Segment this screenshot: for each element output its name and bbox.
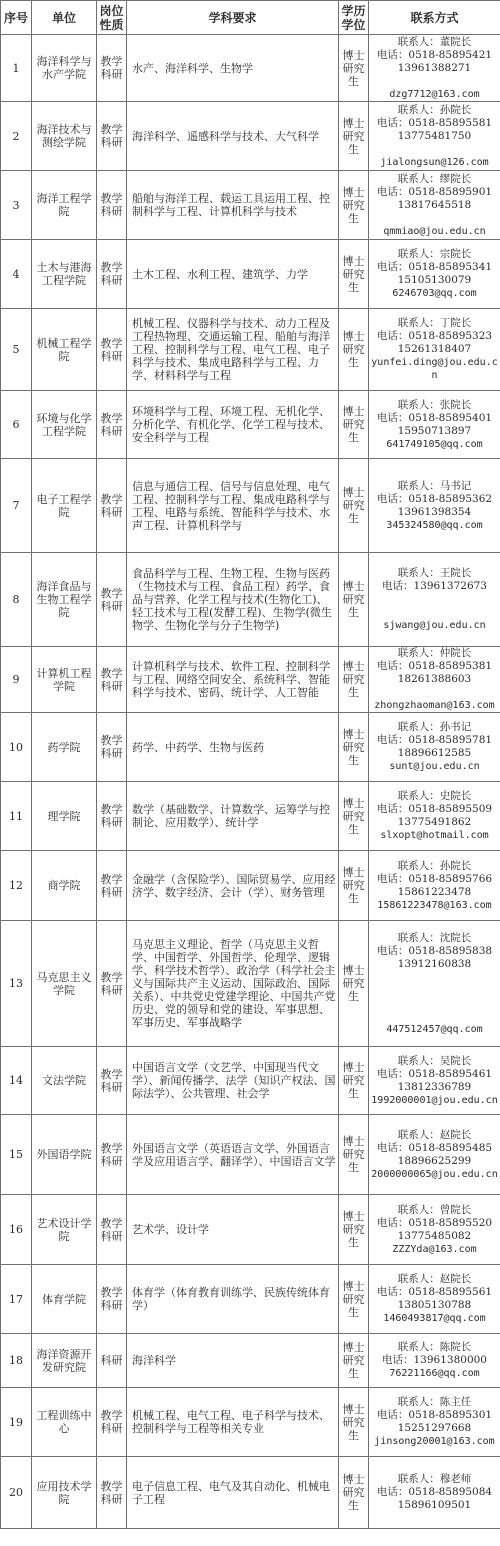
subject-requirements: 土木工程、水利工程、建筑学、力学: [127, 240, 339, 309]
unit-name: 文法学院: [32, 1047, 97, 1115]
contact-line: 18261388603: [397, 673, 472, 685]
contact-line: 电话：0518-85895421: [376, 48, 493, 61]
table-row: [1, 240, 500, 309]
contact-info: [369, 35, 500, 102]
contact-line: 联系人：孙院长: [397, 859, 472, 872]
table-row: [1, 1195, 500, 1265]
unit-name: 海洋食品与生物工程学院: [32, 553, 97, 647]
contact-email: 1992000001@jou.edu.cn: [371, 1094, 498, 1106]
contact-info: [369, 1457, 500, 1529]
degree-requirement: 博士研究生: [339, 647, 369, 713]
contact-line: 15251297668: [397, 1422, 472, 1434]
subject-requirements: 海洋科学、遥感科学与技术、大气科学: [127, 102, 339, 171]
contact-spacer: [370, 143, 499, 156]
table-row: [1, 851, 500, 921]
contact-email: jinsong20001@163.com: [374, 1436, 495, 1447]
table-row: [1, 1334, 500, 1388]
table-row: [1, 647, 500, 713]
contact-line: 联系人：赵院长: [397, 1273, 472, 1285]
contact-spacer: [370, 997, 499, 1010]
contact-email: 2000000065@jou.edu.cn: [371, 1168, 498, 1180]
row-number: 5: [1, 309, 32, 391]
contact-info: [369, 1047, 500, 1115]
post-type: 教学科研: [97, 1115, 127, 1195]
contact-line: 电话：0518-85895381: [376, 660, 493, 672]
degree-requirement: 博士研究生: [339, 1334, 369, 1388]
contact-spacer: [370, 212, 499, 225]
contact-spacer: [370, 606, 499, 619]
contact-line: 联系人：孙书记: [397, 721, 472, 733]
header-unit: 单位: [32, 1, 97, 35]
subject-requirements: 艺术学、设计学: [127, 1195, 339, 1265]
contact-line: 15896109501: [397, 1499, 472, 1511]
row-number: 8: [1, 553, 32, 647]
subject-requirements: 船舶与海洋工程、载运工具运用工程、控制科学与工程、计算机科学与技术: [127, 171, 339, 240]
contact-line: 电话：13961380000: [382, 1354, 487, 1366]
contact-line: 15261318407: [397, 343, 472, 355]
contact-line: 18896625299: [397, 1154, 472, 1167]
degree-requirement: 博士研究生: [339, 240, 369, 309]
degree-requirement: 博士研究生: [339, 171, 369, 240]
contact-line: 电话：0518-85895485: [376, 1141, 493, 1154]
unit-name: 海洋资源开发研究院: [32, 1334, 97, 1388]
contact-info: [369, 171, 500, 240]
post-type: 科研: [97, 1334, 127, 1388]
contact-spacer: [370, 593, 499, 606]
post-type: 教学科研: [97, 553, 127, 647]
post-type: 教学科研: [97, 459, 127, 553]
contact-email: 447512457@qq.com: [386, 1023, 483, 1035]
contact-line: 13775481750: [397, 129, 472, 142]
post-type: 教学科研: [97, 391, 127, 459]
table-row: [1, 1388, 500, 1457]
degree-requirement: 博士研究生: [339, 1265, 369, 1334]
post-type: 教学科研: [97, 1388, 127, 1457]
contact-line: 电话：0518-85895901: [376, 185, 493, 198]
row-number: 12: [1, 851, 32, 921]
contact-spacer: [370, 971, 499, 984]
contact-line: 13961398354: [397, 505, 472, 518]
subject-requirements: 计算机科学与技术、软件工程、控制科学与工程、网络空间安全、系统科学、智能科学与技术、密码、统计学、人工智能: [127, 647, 339, 713]
contact-info: [369, 1265, 500, 1334]
post-type: 教学科研: [97, 1195, 127, 1265]
row-number: 4: [1, 240, 32, 309]
unit-name: 应用技术学院: [32, 1457, 97, 1529]
unit-name: 外国语学院: [32, 1115, 97, 1195]
contact-line: 电话：0518-85895781: [376, 734, 493, 746]
degree-requirement: 博士研究生: [339, 1457, 369, 1529]
unit-name: 体育学院: [32, 1265, 97, 1334]
table-row: [1, 459, 500, 553]
contact-line: 联系人：赵院长: [397, 1128, 472, 1141]
unit-name: 海洋科学与水产学院: [32, 35, 97, 102]
contact-line: 18896612585: [397, 747, 472, 759]
contact-line: 13817645518: [397, 198, 472, 211]
post-type: 教学科研: [97, 309, 127, 391]
contact-email: 345324580@qq.com: [386, 519, 483, 531]
row-number: 10: [1, 713, 32, 782]
header-row: [1, 1, 500, 35]
table-row: [1, 1265, 500, 1334]
contact-line: 15950713897: [397, 424, 472, 437]
contact-info: [369, 851, 500, 921]
contact-line: 电话：0518-85895838: [376, 944, 493, 957]
contact-line: 联系人：陈主任: [397, 1396, 472, 1408]
subject-requirements: 中国语言文学（文艺学、中国现当代文学）、新闻传播学、法学（知识产权法、国际法学）、公共管理、社会学: [127, 1047, 339, 1115]
post-type: 教学科研: [97, 240, 127, 309]
unit-name: 环境与化学工程学院: [32, 391, 97, 459]
contact-line: 13805130788: [397, 1299, 472, 1311]
row-number: 6: [1, 391, 32, 459]
contact-line: 电话：0518-85895401: [376, 411, 493, 424]
unit-name: 工程训练中心: [32, 1388, 97, 1457]
subject-requirements: 体育学（体育教育训练学、民族传统体育学）: [127, 1265, 339, 1334]
contact-email: 1460493817@qq.com: [383, 1313, 486, 1324]
contact-email: yunfei.ding@jou.edu.cn: [371, 357, 498, 381]
subject-requirements: 外国语言文学（英语语言文学、外国语言学及应用语言学、翻译学）、中国语言文学: [127, 1115, 339, 1195]
contact-info: [369, 1388, 500, 1457]
header-no: 序号: [1, 1, 32, 35]
contact-spacer: [370, 75, 499, 88]
contact-email: 6246703@qq.com: [392, 288, 477, 299]
degree-requirement: 博士研究生: [339, 1388, 369, 1457]
contact-line: 联系人：沈院长: [397, 931, 472, 944]
contact-email: zhongzhaoman@163.com: [374, 700, 495, 711]
contact-email: ZZZYda@163.com: [392, 1243, 477, 1255]
contact-line: 联系人：孙院长: [397, 103, 472, 116]
table-row: [1, 1047, 500, 1115]
subject-requirements: 电子信息工程、电气及其自动化、机械电子工程: [127, 1457, 339, 1529]
contact-info: [369, 1195, 500, 1265]
degree-requirement: 博士研究生: [339, 851, 369, 921]
post-type: 教学科研: [97, 1047, 127, 1115]
post-type: 教学科研: [97, 713, 127, 782]
table-row: [1, 391, 500, 459]
contact-info: [369, 553, 500, 647]
subject-requirements: 机械工程、仪器科学与技术、动力工程及工程热物理、交通运输工程、船舶与海洋工程、控制科学与工程、电气工程、电子科学与技术、集成电路科学与工程、力学、材料科学与工程: [127, 309, 339, 391]
contact-line: 13812336789: [397, 1080, 472, 1093]
table-row: [1, 309, 500, 391]
contact-line: 联系人：缪院长: [397, 172, 472, 185]
contact-line: 电话：0518-85895766: [376, 872, 493, 885]
contact-line: 电话：13961372673: [382, 580, 487, 592]
degree-requirement: 博士研究生: [339, 713, 369, 782]
post-type: 教学科研: [97, 647, 127, 713]
table-row: [1, 1115, 500, 1195]
contact-info: [369, 240, 500, 309]
contact-line: 联系人：王院长: [397, 567, 472, 579]
header-degree: 学历学位: [339, 1, 369, 35]
contact-line: 联系人：张院长: [397, 398, 472, 411]
contact-line: 联系人：宗院长: [397, 248, 472, 260]
contact-line: 电话：0518-85895520: [376, 1216, 493, 1229]
contact-info: [369, 713, 500, 782]
contact-line: 电话：0518-85895509: [376, 803, 493, 815]
degree-requirement: 博士研究生: [339, 1115, 369, 1195]
contact-line: 电话：0518-85895301: [376, 1409, 493, 1421]
contact-email: slxopt@hotmail.com: [380, 830, 489, 841]
table-row: [1, 713, 500, 782]
contact-line: 联系人：丁院长: [397, 317, 472, 329]
contact-line: 电话：0518-85895323: [376, 330, 493, 342]
row-number: 16: [1, 1195, 32, 1265]
row-number: 15: [1, 1115, 32, 1195]
contact-line: 15861223478: [397, 885, 472, 898]
post-type: 教学科研: [97, 171, 127, 240]
contact-info: [369, 1334, 500, 1388]
contact-line: 13912160838: [397, 957, 472, 970]
table-row: [1, 921, 500, 1047]
post-type: 教学科研: [97, 1265, 127, 1334]
post-type: 教学科研: [97, 102, 127, 171]
contact-email: qmmiao@jou.edu.cn: [383, 225, 486, 237]
unit-name: 艺术设计学院: [32, 1195, 97, 1265]
header-post: 岗位性质: [97, 1, 127, 35]
contact-line: 电话：0518-85895362: [376, 492, 493, 505]
table-row: [1, 35, 500, 102]
contact-info: [369, 309, 500, 391]
row-number: 18: [1, 1334, 32, 1388]
contact-line: 13775485082: [397, 1229, 472, 1242]
degree-requirement: 博士研究生: [339, 553, 369, 647]
unit-name: 机械工程学院: [32, 309, 97, 391]
degree-requirement: 博士研究生: [339, 1195, 369, 1265]
table-row: [1, 102, 500, 171]
contact-line: 联系人：董院长: [397, 35, 472, 48]
contact-spacer: [370, 984, 499, 997]
degree-requirement: 博士研究生: [339, 459, 369, 553]
degree-requirement: 博士研究生: [339, 782, 369, 851]
contact-line: 联系人：曾院长: [397, 1203, 472, 1216]
unit-name: 海洋工程学院: [32, 171, 97, 240]
contact-line: 13775491862: [397, 816, 472, 828]
row-number: 3: [1, 171, 32, 240]
header-contact: 联系方式: [369, 1, 500, 35]
degree-requirement: 博士研究生: [339, 391, 369, 459]
contact-email: 76221166@qq.com: [389, 1368, 480, 1379]
row-number: 17: [1, 1265, 32, 1334]
contact-line: 联系人：马书记: [397, 479, 472, 492]
contact-info: [369, 782, 500, 851]
unit-name: 计算机工程学院: [32, 647, 97, 713]
contact-line: 电话：0518-85895581: [376, 116, 493, 129]
contact-line: 联系人：穆老师: [397, 1473, 472, 1485]
subject-requirements: 信息与通信工程、信号与信息处理、电气工程、控制科学与工程、集成电路科学与工程、电路与系统、智能科学与技术、水声工程、计算机科学与: [127, 459, 339, 553]
row-number: 11: [1, 782, 32, 851]
table-row: [1, 171, 500, 240]
unit-name: 土木与港海工程学院: [32, 240, 97, 309]
unit-name: 药学院: [32, 713, 97, 782]
subject-requirements: 食品科学与工程、生物工程、生物与医药（生物技术与工程、食品工程）药学、食品与营养、化学工程与技术(生物化工)、轻工技术与工程(发酵工程)、生物学(微生物学、生物化学与分子生物学): [127, 553, 339, 647]
subject-requirements: 环境科学与工程、环境工程、无机化学、分析化学、有机化学、化学工程与技术、安全科学与工程: [127, 391, 339, 459]
subject-requirements: 金融学（含保险学）、国际贸易学、应用经济学、数字经济、会计（学）、财务管理: [127, 851, 339, 921]
table-body: [1, 35, 500, 1529]
unit-name: 海洋技术与测绘学院: [32, 102, 97, 171]
contact-line: 电话：0518-85895561: [376, 1286, 493, 1298]
unit-name: 马克思主义学院: [32, 921, 97, 1047]
contact-line: 电话：0518-85895084: [376, 1486, 493, 1498]
row-number: 20: [1, 1457, 32, 1529]
contact-info: [369, 459, 500, 553]
subject-requirements: 机械工程、电气工程、电子科学与技术、控制科学与工程等相关专业: [127, 1388, 339, 1457]
contact-line: 联系人：仲院长: [397, 647, 472, 659]
contact-email: 15861223478@163.com: [377, 899, 492, 911]
post-type: 教学科研: [97, 1457, 127, 1529]
unit-name: 理学院: [32, 782, 97, 851]
row-number: 2: [1, 102, 32, 171]
contact-spacer: [370, 1010, 499, 1023]
row-number: 9: [1, 647, 32, 713]
post-type: 教学科研: [97, 921, 127, 1047]
degree-requirement: 博士研究生: [339, 1047, 369, 1115]
contact-email: dzg7712@163.com: [389, 88, 480, 100]
contact-line: 联系人：吴院长: [397, 1054, 472, 1067]
contact-info: [369, 102, 500, 171]
header-subject: 学科要求: [127, 1, 339, 35]
subject-requirements: 药学、中药学、生物与医药: [127, 713, 339, 782]
contact-line: 电话：0518-85895461: [376, 1067, 493, 1080]
contact-info: [369, 391, 500, 459]
degree-requirement: 博士研究生: [339, 35, 369, 102]
subject-requirements: 数学（基础数学、计算数学、运筹学与控制论、应用数学）、统计学: [127, 782, 339, 851]
contact-line: 电话：0518-85895341: [376, 261, 493, 273]
post-type: 教学科研: [97, 35, 127, 102]
contact-info: [369, 921, 500, 1047]
subject-requirements: 水产、海洋科学、生物学: [127, 35, 339, 102]
row-number: 13: [1, 921, 32, 1047]
row-number: 14: [1, 1047, 32, 1115]
contact-spacer: [370, 686, 499, 699]
contact-line: 15105130079: [397, 274, 472, 286]
subject-requirements: 马克思主义理论、哲学（马克思主义哲学、中国哲学、外国哲学、伦理学、逻辑学、科学技术哲学）、政治学（科学社会主义与国际共产主义运动、国际政治、国际关系）、中共党史党建学理论、中国共产党历史、党的领导和党的建设、军事思想、军事历史、军事战略学: [127, 921, 339, 1047]
unit-name: 商学院: [32, 851, 97, 921]
row-number: 19: [1, 1388, 32, 1457]
table-row: [1, 782, 500, 851]
degree-requirement: 博士研究生: [339, 102, 369, 171]
contact-email: 641749105@qq.com: [386, 438, 483, 450]
contact-email: jialongsun@126.com: [380, 156, 489, 168]
contact-line: 13961388271: [397, 61, 472, 74]
degree-requirement: 博士研究生: [339, 921, 369, 1047]
contact-info: [369, 1115, 500, 1195]
unit-name: 电子工程学院: [32, 459, 97, 553]
table-row: [1, 553, 500, 647]
contact-line: 联系人：陈院长: [397, 1341, 472, 1353]
table-row: [1, 1457, 500, 1529]
degree-requirement: 博士研究生: [339, 309, 369, 391]
row-number: 1: [1, 35, 32, 102]
contact-line: 联系人：史院长: [397, 790, 472, 802]
contact-email: sjwang@jou.edu.cn: [383, 620, 486, 631]
row-number: 7: [1, 459, 32, 553]
subject-requirements: 海洋科学: [127, 1334, 339, 1388]
post-type: 教学科研: [97, 782, 127, 851]
contact-email: sunt@jou.edu.cn: [389, 761, 480, 772]
contact-info: [369, 647, 500, 713]
post-type: 教学科研: [97, 851, 127, 921]
